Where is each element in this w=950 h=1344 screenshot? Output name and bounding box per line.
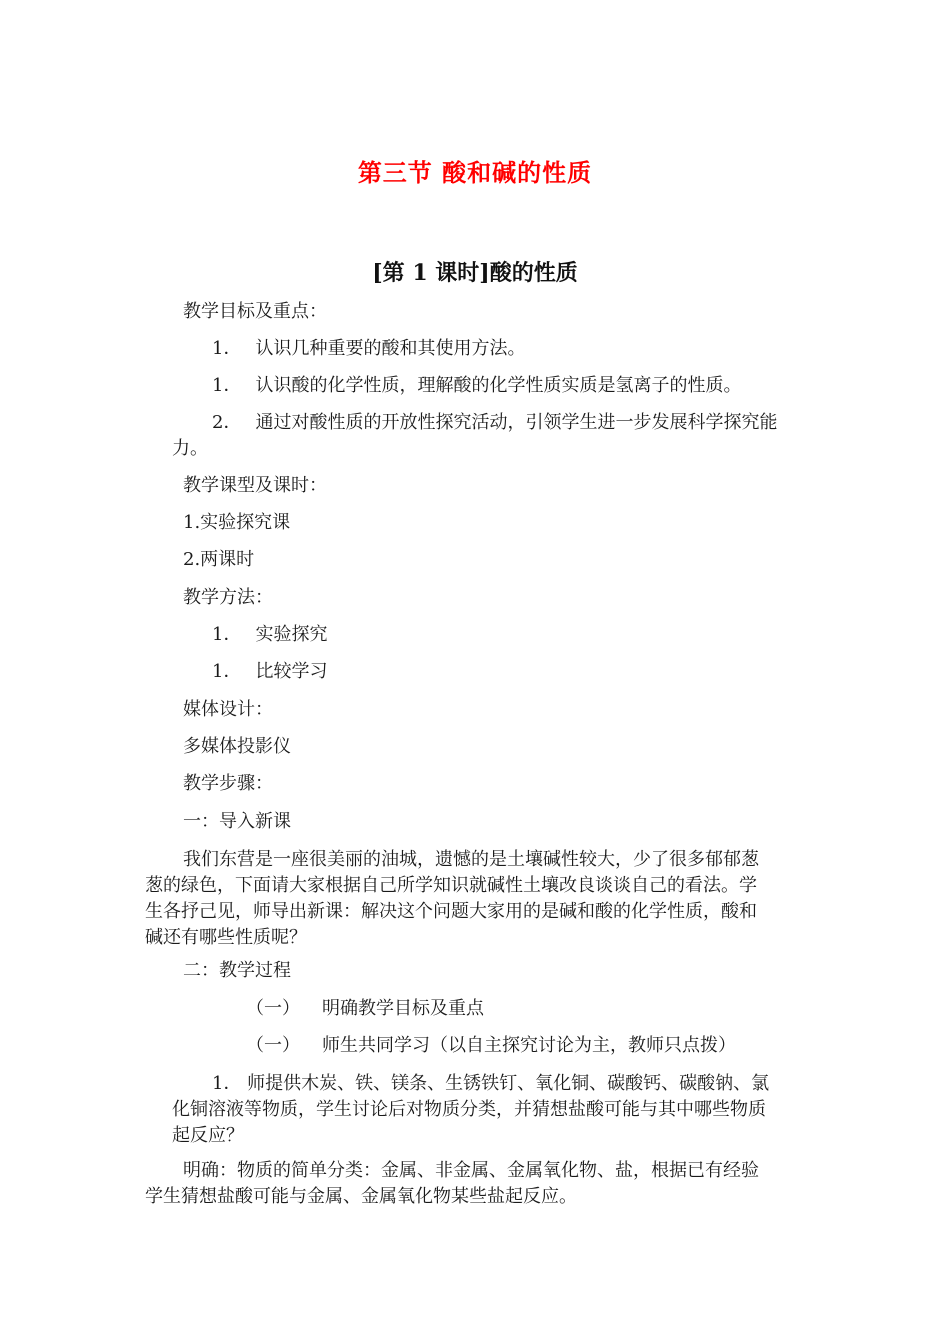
goal-item: [212, 410, 777, 436]
goal-item: [212, 373, 741, 399]
goal-text: 认识几种重要的酸和其使用方法。: [255, 338, 526, 359]
goal-number: 1．: [212, 338, 242, 359]
point-paragraph-line: 1． 师提供木炭、铁、镁条、生锈铁钉、氧化铜、碳酸钙、碳酸钠、氯: [212, 1073, 770, 1094]
sub-item: [246, 1033, 736, 1059]
goal-number: 2．: [212, 412, 242, 433]
step2-heading: 二：教学过程: [183, 960, 291, 981]
goals-heading: 教学目标及重点：: [183, 301, 327, 322]
goal-number: 1．: [212, 375, 242, 396]
method-text: 实验探究: [255, 624, 328, 645]
method-item: [212, 659, 327, 685]
method-item: [212, 622, 327, 648]
step1-paragraph-line: 生各抒己见，师导出新课：解决这个问题大家用的是碱和酸的化学性质，酸和: [145, 901, 757, 922]
goal-item: [212, 336, 525, 362]
goal-continuation: 力。: [172, 438, 208, 459]
clarify-paragraph-line: 明确：物质的简单分类：金属、非金属、金属氧化物、盐，根据已有经验: [183, 1160, 759, 1181]
sub-item: [246, 996, 484, 1022]
method-number: 1．: [212, 661, 242, 682]
sub-item-number: （一）: [246, 1035, 300, 1056]
method-number: 1．: [212, 624, 242, 645]
goal-text: 认识酸的化学性质，理解酸的化学性质实质是氢离子的性质。: [255, 375, 742, 396]
media-heading: 媒体设计：: [183, 699, 273, 720]
sub-item-text: 明确教学目标及重点: [322, 998, 484, 1019]
media-text: 多媒体投影仪: [183, 736, 291, 757]
step1-paragraph-line: 我们东营是一座很美丽的油城，遗憾的是土壤碱性较大，少了很多郁郁葱: [183, 849, 759, 870]
lesson-subtitle: [第 1 课时]酸的性质: [372, 260, 578, 286]
goal-text: 通过对酸性质的开放性探究活动，引领学生进一步发展科学探究能: [255, 412, 778, 433]
method-heading: 教学方法：: [183, 587, 273, 608]
point-paragraph-line: 化铜溶液等物质，学生讨论后对物质分类，并猜想盐酸可能与其中哪些物质: [172, 1099, 766, 1120]
type-item: 2.两课时: [183, 549, 255, 570]
step1-paragraph-line: 碱还有哪些性质呢？: [145, 927, 307, 948]
step1-heading: 一：导入新课: [183, 811, 291, 832]
step1-paragraph-line: 葱的绿色，下面请大家根据自己所学知识就碱性土壤改良谈谈自己的看法。学: [145, 875, 757, 896]
steps-heading: 教学步骤：: [183, 773, 273, 794]
type-item: 1.实验探究课: [183, 512, 291, 533]
sub-item-number: （一）: [246, 998, 300, 1019]
page-title: 第三节 酸和碱的性质: [357, 158, 593, 187]
sub-item-text: 师生共同学习（以自主探究讨论为主，教师只点拨）: [322, 1035, 736, 1056]
point-paragraph-line: 起反应？: [172, 1125, 244, 1146]
clarify-paragraph-line: 学生猜想盐酸可能与金属、金属氧化物某些盐起反应。: [145, 1186, 577, 1207]
method-text: 比较学习: [255, 661, 328, 682]
type-heading: 教学课型及课时：: [183, 475, 327, 496]
